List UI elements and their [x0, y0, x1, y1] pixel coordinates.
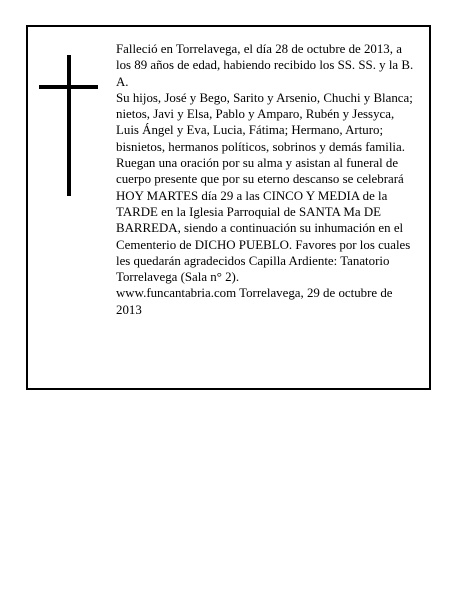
family-list: Su hijos, José y Bego, Sarito y Arsenio, Chuchi y Blanca; nietos, Javi y Elsa, Pablo y Amparo, Rubén y Jessyca, Luis Ángel y Eva, Lucia, Fátima; Hermano, Arturo; bisnietos, hermanos políticos, sobrinos y demás familia. [116, 90, 413, 154]
notice-text [116, 41, 418, 318]
funeral-details: Ruegan una oración por su alma y asistan al funeral de cuerpo presente que por su eterno descanso se celebrará HOY MARTES día 29 a las CINCO Y MEDIA de la TARDE en la Iglesia Parroquial de SANTA Ma DE BARREDA, siendo a continuación su inhumación en el Cementerio de DICHO PUEBLO. Favores por los cuales les quedarán agradecidos Capilla Ardiente: Tanatorio Torrelavega (Sala n° 2). [116, 156, 411, 285]
website-and-date: www.funcantabria.com Torrelavega, 29 de octubre de 2013 [116, 286, 393, 317]
obituary-notice [26, 25, 431, 390]
death-announcement: Falleció en Torrelavega, el día 28 de octubre de 2013, a los 89 años de edad, habiendo recibido los SS. SS. y la B. A. [116, 42, 414, 89]
cross-icon [67, 55, 71, 196]
cross-icon-bar [39, 85, 98, 89]
